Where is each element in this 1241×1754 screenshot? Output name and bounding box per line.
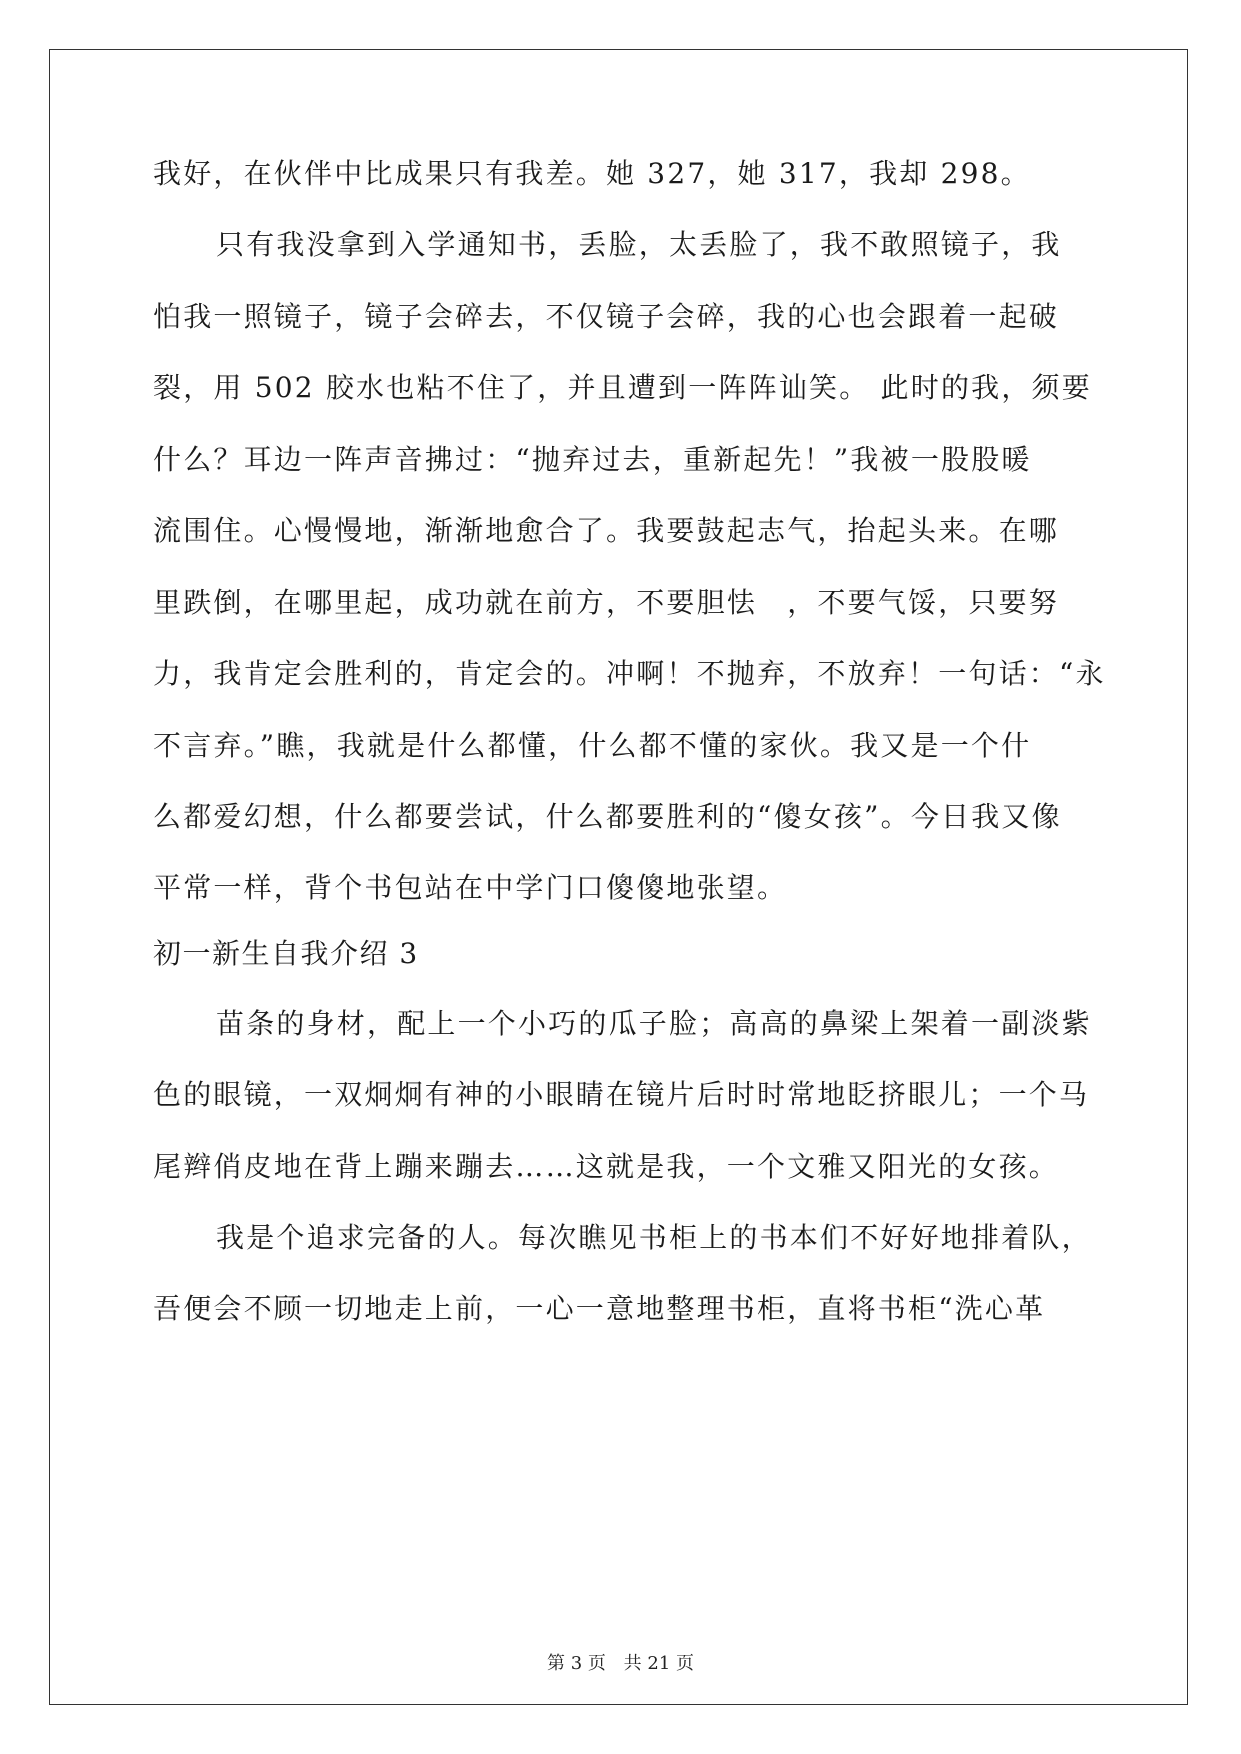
text-line: 裂，用 502 胶水也粘不住了，并且遭到一阵阵讪笑。 此时的我，须要	[153, 371, 1092, 404]
text-line: 什么？耳边一阵声音拂过：“抛弃过去，重新起先！”我被一股股暖	[153, 443, 1032, 476]
text-line: 只有我没拿到入学通知书，丢脸，太丢脸了，我不敢照镜子，我	[216, 228, 1062, 261]
text-line: 尾辫俏皮地在背上蹦来蹦去……这就是我，一个文雅又阳光的女孩。	[153, 1150, 1060, 1183]
text-line: 不言弃。”瞧，我就是什么都懂，什么都不懂的家伙。我又是一个什	[153, 729, 1032, 762]
text-line: 苗条的身材，配上一个小巧的瓜子脸；高高的鼻梁上架着一副淡紫	[216, 1007, 1092, 1040]
text-line: 色的眼镜，一双炯炯有神的小眼睛在镜片后时时常地眨挤眼儿；一个马	[153, 1078, 1090, 1111]
text-line: 吾便会不顾一切地走上前，一心一意地整理书柜，直将书柜“洗心革	[153, 1292, 1046, 1325]
page-total: 共 21 页	[623, 1653, 694, 1674]
text-line: 么都爱幻想，什么都要尝试，什么都要胜利的“傻女孩”。今日我又像	[153, 800, 1062, 833]
text-line: 怕我一照镜子，镜子会碎去，不仅镜子会碎，我的心也会跟着一起破	[153, 300, 1060, 333]
text-line: 流围住。心慢慢地，渐渐地愈合了。我要鼓起志气，抬起头来。在哪	[153, 514, 1060, 547]
text-line: 平常一样，背个书包站在中学门口傻傻地张望。	[153, 871, 788, 904]
page-footer	[0, 1653, 1241, 1675]
text-line: 力，我肯定会胜利的，肯定会的。冲啊！不抛弃，不放弃！一句话：“永	[153, 657, 1106, 690]
text-line: 里跌倒，在哪里起，成功就在前方，不要胆怯 ，不要气馁，只要努	[153, 586, 1060, 619]
text-line: 我好，在伙伴中比成果只有我差。她 327，她 317，我却 298。	[153, 157, 1031, 190]
section-heading: 初一新生自我介绍 3	[153, 937, 419, 970]
page-number: 第 3 页	[547, 1653, 606, 1674]
text-line: 我是个追求完备的人。每次瞧见书柜上的书本们不好好地排着队，	[216, 1221, 1092, 1254]
